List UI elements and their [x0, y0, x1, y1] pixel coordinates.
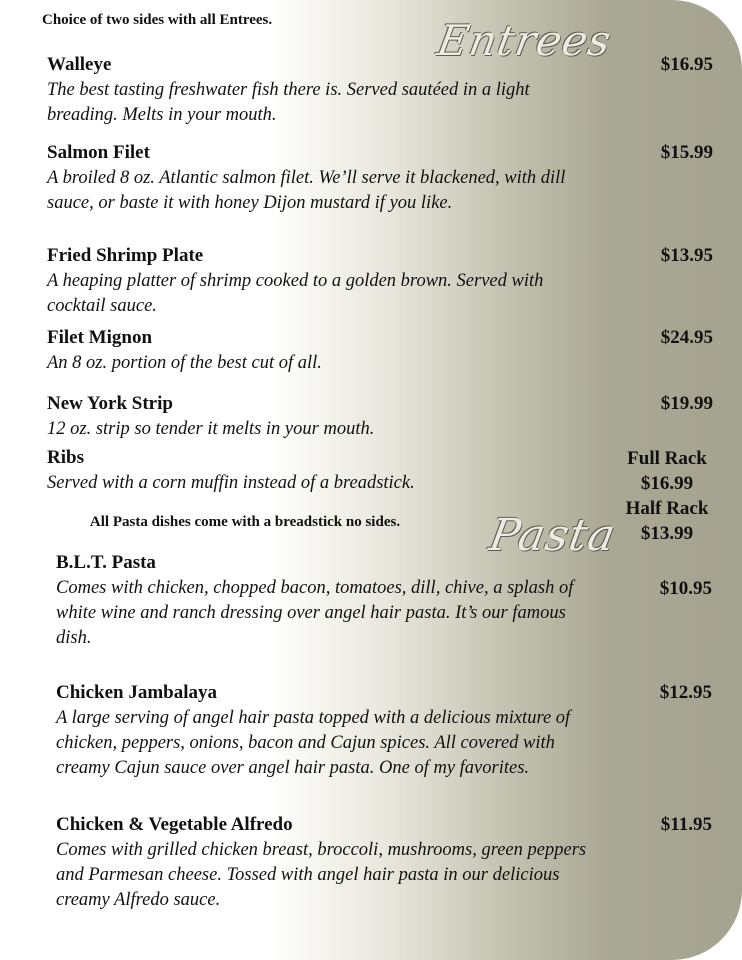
ribs-full-rack-price: $16.99 — [640, 473, 694, 494]
item-name: Chicken Jambalaya — [56, 682, 217, 703]
menu-item-salmon-filet — [47, 140, 727, 216]
item-name: Chicken & Vegetable Alfredo — [56, 814, 293, 835]
item-price: $15.99 — [660, 142, 713, 163]
item-price: $24.95 — [660, 327, 713, 348]
ribs-half-rack-label: Half Rack — [625, 498, 709, 519]
entrees-heading: Entrees — [433, 16, 616, 65]
item-price: $10.95 — [659, 578, 712, 599]
menu-item-blt-pasta — [56, 550, 726, 651]
item-price: $13.95 — [660, 245, 713, 266]
item-description: A broiled 8 oz. Atlantic salmon filet. We’ll serve it blackened, with dill sauce, or baste it with honey Dijon mustard if you like. — [47, 168, 566, 213]
ribs-full-rack-label: Full Rack — [627, 448, 707, 469]
item-description: 12 oz. strip so tender it melts in your mouth. — [47, 419, 375, 439]
menu-item-filet-mignon — [47, 325, 727, 376]
item-name: Ribs — [47, 447, 84, 468]
item-name: B.L.T. Pasta — [56, 552, 156, 573]
item-description: Comes with grilled chicken breast, broccoli, mushrooms, green peppers and Parmesan cheese. Tossed with angel hair pasta in our delicious creamy Alfredo sauce. — [56, 840, 587, 910]
menu-item-chicken-vegetable-alfredo — [56, 812, 726, 913]
item-price: $11.95 — [660, 814, 712, 835]
item-description: Served with a corn muffin instead of a breadstick. — [47, 473, 415, 493]
ribs-half-rack-price: $13.99 — [640, 523, 694, 544]
pasta-heading: Pasta — [485, 510, 620, 561]
item-name: New York Strip — [47, 393, 173, 414]
item-description: Comes with chicken, chopped bacon, tomatoes, dill, chive, a splash of white wine and ranch dressing over angel hair pasta. It’s our famous dish. — [56, 578, 574, 648]
menu-item-chicken-jambalaya — [56, 680, 726, 781]
item-price: $16.95 — [660, 54, 713, 75]
item-description: A large serving of angel hair pasta topped with a delicious mixture of chicken, peppers, onions, bacon and Cajun spices. All covered with creamy Cajun sauce over angel hair pasta. One of my favorites. — [56, 708, 571, 778]
item-name: Walleye — [47, 54, 112, 75]
item-description: An 8 oz. portion of the best cut of all. — [47, 353, 322, 373]
menu-item-new-york-strip — [47, 391, 727, 442]
pasta-note: All Pasta dishes come with a breadstick no sides. — [89, 514, 401, 530]
item-name: Salmon Filet — [47, 142, 150, 163]
item-price: $19.99 — [660, 393, 713, 414]
item-price: $12.95 — [659, 682, 712, 703]
entrees-note: Choice of two sides with all Entrees. — [42, 12, 273, 28]
menu-item-walleye — [47, 52, 727, 128]
menu-item-fried-shrimp-plate — [47, 243, 727, 319]
item-description: A heaping platter of shrimp cooked to a golden brown. Served with cocktail sauce. — [47, 271, 544, 316]
item-name: Fried Shrimp Plate — [47, 245, 204, 266]
item-name: Filet Mignon — [47, 327, 153, 348]
item-description: The best tasting freshwater fish there is. Served sautéed in a light breading. Melts in your mouth. — [47, 80, 530, 125]
